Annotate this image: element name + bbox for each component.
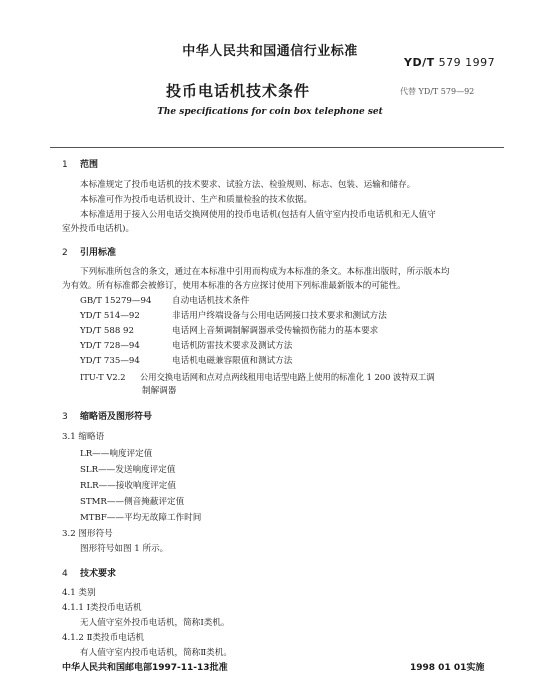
abbreviation-item: STMR——侧音掩蔽评定值 — [80, 497, 185, 507]
section-4-heading — [62, 566, 116, 579]
reference-title: 电话机电磁兼容限值和测试方法 — [172, 356, 293, 366]
replaces-note: 代替 YD/T 579—92 — [400, 87, 475, 96]
reference-item — [80, 341, 292, 352]
approval-date: 中华人民共和国邮电部1997-11-13批准 — [62, 663, 228, 673]
section-title: 缩略语及图形符号 — [80, 412, 153, 422]
section-3-heading — [62, 409, 152, 422]
scope-paragraph-3: 本标准适用于接入公用电话交换网使用的投币电话机(包括有人值守室内投币电话机和无人值守 — [80, 210, 436, 220]
reference-title: 电话机防雷技术要求及测试方法 — [172, 341, 293, 351]
reference-title: 自动电话机技术条件 — [172, 296, 250, 306]
scope-paragraph-2: 本标准可作为投币电话机设计、生产和质量检验的技术依据。 — [80, 195, 313, 205]
reference-code: YD/T 728—94 — [80, 341, 140, 351]
section-title: 引用标准 — [80, 248, 117, 258]
subsection-4-1-2: 4.1.2 Ⅱ类投币电话机 — [62, 633, 145, 643]
section-number: 4 — [62, 569, 68, 579]
figure-note: 图形符号如图 1 所示。 — [80, 544, 169, 554]
reference-item — [80, 296, 249, 307]
reference-title: 非话用户终端设备与公用电话网接口技术要求和测试方法 — [172, 311, 387, 321]
section-1-heading — [62, 157, 98, 170]
standard-year: 579 1997 — [438, 56, 496, 69]
reference-item — [80, 372, 435, 383]
abbreviation-item: SLR——发送响度评定值 — [80, 465, 176, 475]
refs-intro: 下列标准所包含的条文，通过在本标准中引用而构成为本标准的条文。本标准出版时，所示版本均 — [80, 267, 450, 277]
section-title: 技术要求 — [80, 569, 117, 579]
section-number: 1 — [62, 160, 68, 170]
subsection-4-1: 4.1 类别 — [62, 588, 96, 598]
industry-standard-header: 中华人民共和国通信行业标准 — [182, 44, 358, 59]
standard-number — [404, 56, 495, 69]
reference-title: 电话网上音频调制解调器承受传输损伤能力的基本要求 — [172, 326, 379, 336]
reference-code: YD/T 588 92 — [80, 326, 134, 336]
section-number: 2 — [62, 248, 68, 258]
english-subtitle: The specifications for coin box telephone set — [157, 107, 383, 117]
reference-code: GB/T 15279—94 — [80, 296, 152, 306]
reference-item — [80, 356, 292, 367]
abbreviation-item: LR——响度评定值 — [80, 449, 153, 459]
scope-paragraph-1: 本标准规定了投币电话机的技术要求、试验方法、检验规则、标志、包装、运输和储存。 — [80, 180, 416, 190]
paragraph-4-1-1: 无人值守室外投币电话机，简称Ⅰ类机。 — [80, 618, 230, 628]
reference-code: YD/T 514—92 — [80, 311, 140, 321]
subsection-4-1-1: 4.1.1 Ⅰ类投币电话机 — [62, 603, 142, 613]
section-number: 3 — [62, 412, 68, 422]
abbreviation-item: RLR——接收响度评定值 — [80, 481, 176, 491]
reference-item — [80, 326, 378, 337]
subsection-3-2: 3.2 图形符号 — [62, 529, 113, 539]
section-2-heading — [62, 245, 116, 258]
abbreviation-item: MTBF——平均无故障工作时间 — [80, 513, 202, 523]
implementation-date: 1998 01 01实施 — [410, 663, 485, 673]
header-rule — [50, 147, 504, 148]
section-title: 范围 — [80, 160, 99, 170]
paragraph-4-1-2: 有人值守室内投币电话机，简称Ⅱ类机。 — [80, 648, 232, 658]
scope-paragraph-3-cont: 室外投币电话机)。 — [62, 224, 135, 234]
reference-code: YD/T 735—94 — [80, 356, 140, 366]
reference-code: ITU-T V2.2 — [80, 372, 126, 382]
document-title: 投币电话机技术条件 — [166, 82, 311, 100]
reference-item — [80, 311, 387, 322]
reference-title: 公用交换电话网和点对点两线租用电话型电路上使用的标准化 1 200 波特双工调 — [140, 372, 435, 382]
standard-code: YD/T — [404, 56, 435, 69]
refs-intro-cont: 为有效。所有标准都会被修订，使用本标准的各方应探讨使用下列标准最新版本的可能性。 — [62, 281, 406, 291]
reference-title-cont: 制解调器 — [142, 386, 177, 396]
subsection-3-1: 3.1 缩略语 — [62, 432, 105, 442]
